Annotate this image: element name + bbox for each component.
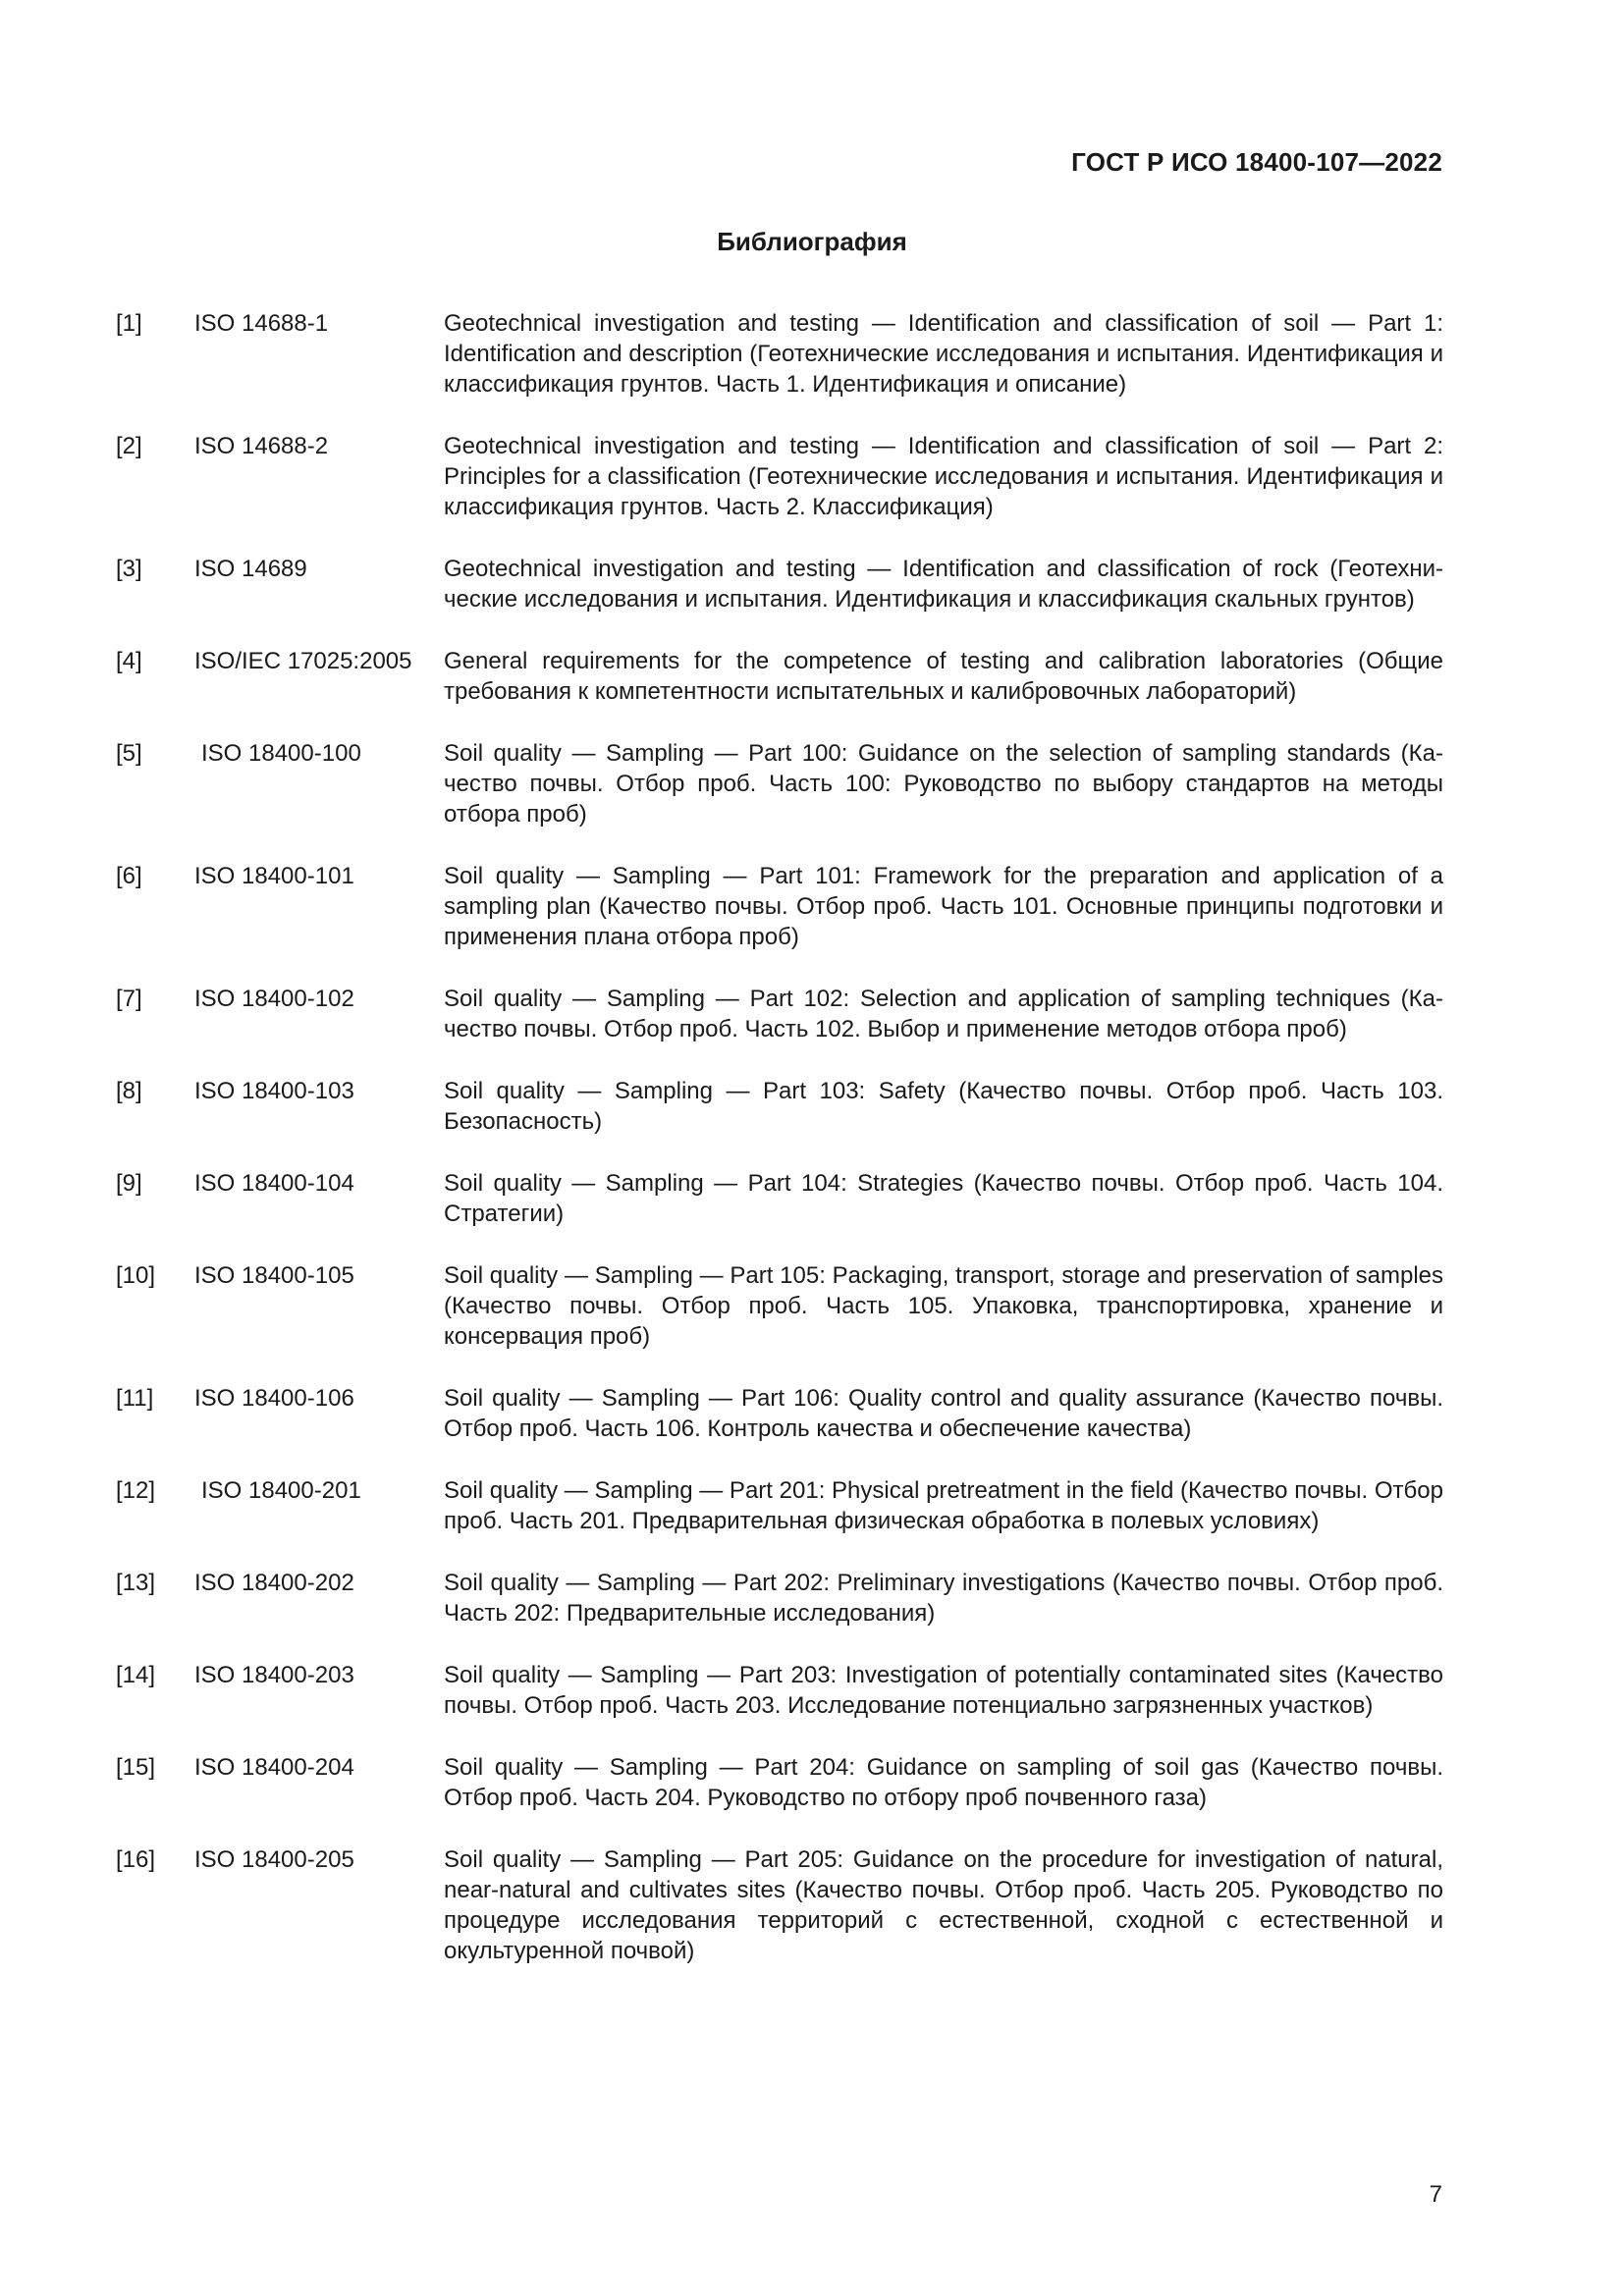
bibliography-entry [116, 1076, 1443, 1137]
entry-number: [16] [116, 1846, 156, 1873]
entry-standard: ISO 18400-101 [194, 863, 354, 889]
entry-number: [3] [116, 556, 142, 582]
entry-number: [14] [116, 1662, 156, 1688]
entry-number: [9] [116, 1170, 142, 1197]
bibliography-entry [116, 984, 1443, 1044]
bibliography-entry [116, 1752, 1443, 1813]
entry-standard: ISO 14688-1 [194, 310, 329, 337]
entry-title: Soil quality — Sampling — Part 202: Preliminary investigations (Качество почвы. Отбор проб. Часть 202: Предварительные исследования) [444, 1570, 1443, 1627]
entry-standard: ISO 14689 [194, 556, 307, 582]
bibliography-entry [116, 1660, 1443, 1721]
entry-number: [13] [116, 1570, 156, 1596]
entry-title: Soil quality — Sampling — Part 203: Investigation of potentially contaminated sites (Качество почвы. Отбор проб. Часть 203. Исследование потенциально загрязненных участков) [444, 1662, 1443, 1719]
entry-title: Geotechnical investigation and testing — Identification and classification of rock (Геотехнические исследования и испытания. Идентификация и классификация скальных грунтов) [444, 556, 1443, 613]
entry-title: Soil quality — Sampling — Part 104: Strategies (Качество почвы. Отбор проб. Часть 104. Стратегии) [444, 1170, 1443, 1227]
entry-number: [6] [116, 863, 142, 889]
entry-title: Soil quality — Sampling — Part 100: Guidance on the selection of sampling standards (Качество почвы. Отбор проб. Часть 100: Руководство по выбору стандартов на методы отбора проб) [444, 740, 1443, 828]
entry-standard: ISO 18400-105 [194, 1262, 354, 1289]
entry-standard: ISO 18400-202 [194, 1570, 354, 1596]
entry-standard: ISO 18400-204 [194, 1754, 354, 1781]
entry-number: [5] [116, 740, 142, 767]
entry-title: Geotechnical investigation and testing — Identification and classification of soil — Part 2: Principles for a classification (Геотехнические исследования и испытания. Идентификация и классификация грунтов. Часть 2. Классификация) [444, 433, 1443, 520]
entry-title: Soil quality — Sampling — Part 106: Quality control and quality assurance (Качество почвы. Отбор проб. Часть 106. Контроль качества и обеспечение качества) [444, 1385, 1443, 1442]
entry-title: Soil quality — Sampling — Part 101: Framework for the preparation and application of a sampling plan (Качество почвы. Отбор проб. Часть 101. Основные принципы подготовки и применения плана отбора проб) [444, 863, 1443, 950]
entry-title: Soil quality — Sampling — Part 205: Guidance on the procedure for investigation of natural, near-natural and cultivates sites (Качество почвы. Отбор проб. Часть 205. Руководство по процедуре исследования территорий с естественной, сходной с естественной и окультуренной почвой) [444, 1846, 1443, 1964]
bibliography-entry [116, 554, 1443, 614]
entry-number: [7] [116, 986, 142, 1012]
entry-title: Soil quality — Sampling — Part 102: Selection and application of sampling techniques (Качество почвы. Отбор проб. Часть 102. Выбор и применение методов отбора проб) [444, 986, 1443, 1042]
entry-standard: ISO 18400-106 [194, 1385, 354, 1412]
entry-standard: ISO 18400-104 [194, 1170, 354, 1197]
entry-standard: ISO 18400-103 [194, 1078, 354, 1104]
entry-number: [4] [116, 648, 142, 674]
entry-title: Geotechnical investigation and testing — Identification and classification of soil — Part 1: Identification and description (Геотехнические исследования и испытания. Идентификация и классификация грунтов. Часть 1. Идентификация и описание) [444, 310, 1443, 398]
entry-standard: ISO/IEC 17025:2005 [194, 648, 412, 674]
bibliography-entry [116, 738, 1443, 829]
entry-number: [15] [116, 1754, 156, 1781]
entry-number: [10] [116, 1262, 156, 1289]
entry-title: Soil quality — Sampling — Part 105: Packaging, transport, storage and preservation of samples (Качество почвы. Отбор проб. Часть 105. Упаковка, транспортировка, хранение и консервация проб) [444, 1262, 1443, 1350]
entry-title: Soil quality — Sampling — Part 201: Physical pretreatment in the field (Качество почвы. Отбор проб. Часть 201. Предварительная физическая обработка в полевых условиях) [444, 1477, 1443, 1534]
entry-standard: ISO 18400-201 [201, 1477, 361, 1504]
bibliography-entry [116, 308, 1443, 400]
entry-standard: ISO 18400-203 [194, 1662, 354, 1688]
entry-number: [12] [116, 1477, 156, 1504]
bibliography-entry [116, 431, 1443, 522]
entry-number: [2] [116, 433, 142, 459]
entry-standard: ISO 14688-2 [194, 433, 329, 459]
bibliography-entry [116, 1168, 1443, 1229]
bibliography-entry [116, 1383, 1443, 1444]
entry-standard: ISO 18400-205 [194, 1846, 354, 1873]
page-number: 7 [1429, 2181, 1442, 2208]
entry-title: Soil quality — Sampling — Part 103: Safety (Качество почвы. Отбор проб. Часть 103. Безопасность) [444, 1078, 1443, 1135]
bibliography-list [116, 308, 1443, 1998]
entry-standard: ISO 18400-100 [201, 740, 361, 767]
bibliography-entry [116, 1568, 1443, 1629]
bibliography-entry [116, 1475, 1443, 1536]
entry-number: [8] [116, 1078, 142, 1104]
bibliography-entry [116, 1260, 1443, 1352]
bibliography-entry [116, 861, 1443, 952]
entry-number: [1] [116, 310, 142, 337]
entry-number: [11] [116, 1385, 154, 1412]
entry-title: General requirements for the competence of testing and calibration laboratories (Общие требования к компетентности испытательных и калибровочных лабораторий) [444, 648, 1443, 705]
entry-title: Soil quality — Sampling — Part 204: Guidance on sampling of soil gas (Качество почвы. Отбор проб. Часть 204. Руководство по отбору проб почвенного газа) [444, 1754, 1443, 1811]
entry-standard: ISO 18400-102 [194, 986, 354, 1012]
bibliography-title: Библиография [717, 227, 907, 256]
bibliography-entry [116, 646, 1443, 707]
document-code: ГОСТ Р ИСО 18400-107—2022 [1071, 147, 1442, 177]
bibliography-entry [116, 1844, 1443, 1966]
